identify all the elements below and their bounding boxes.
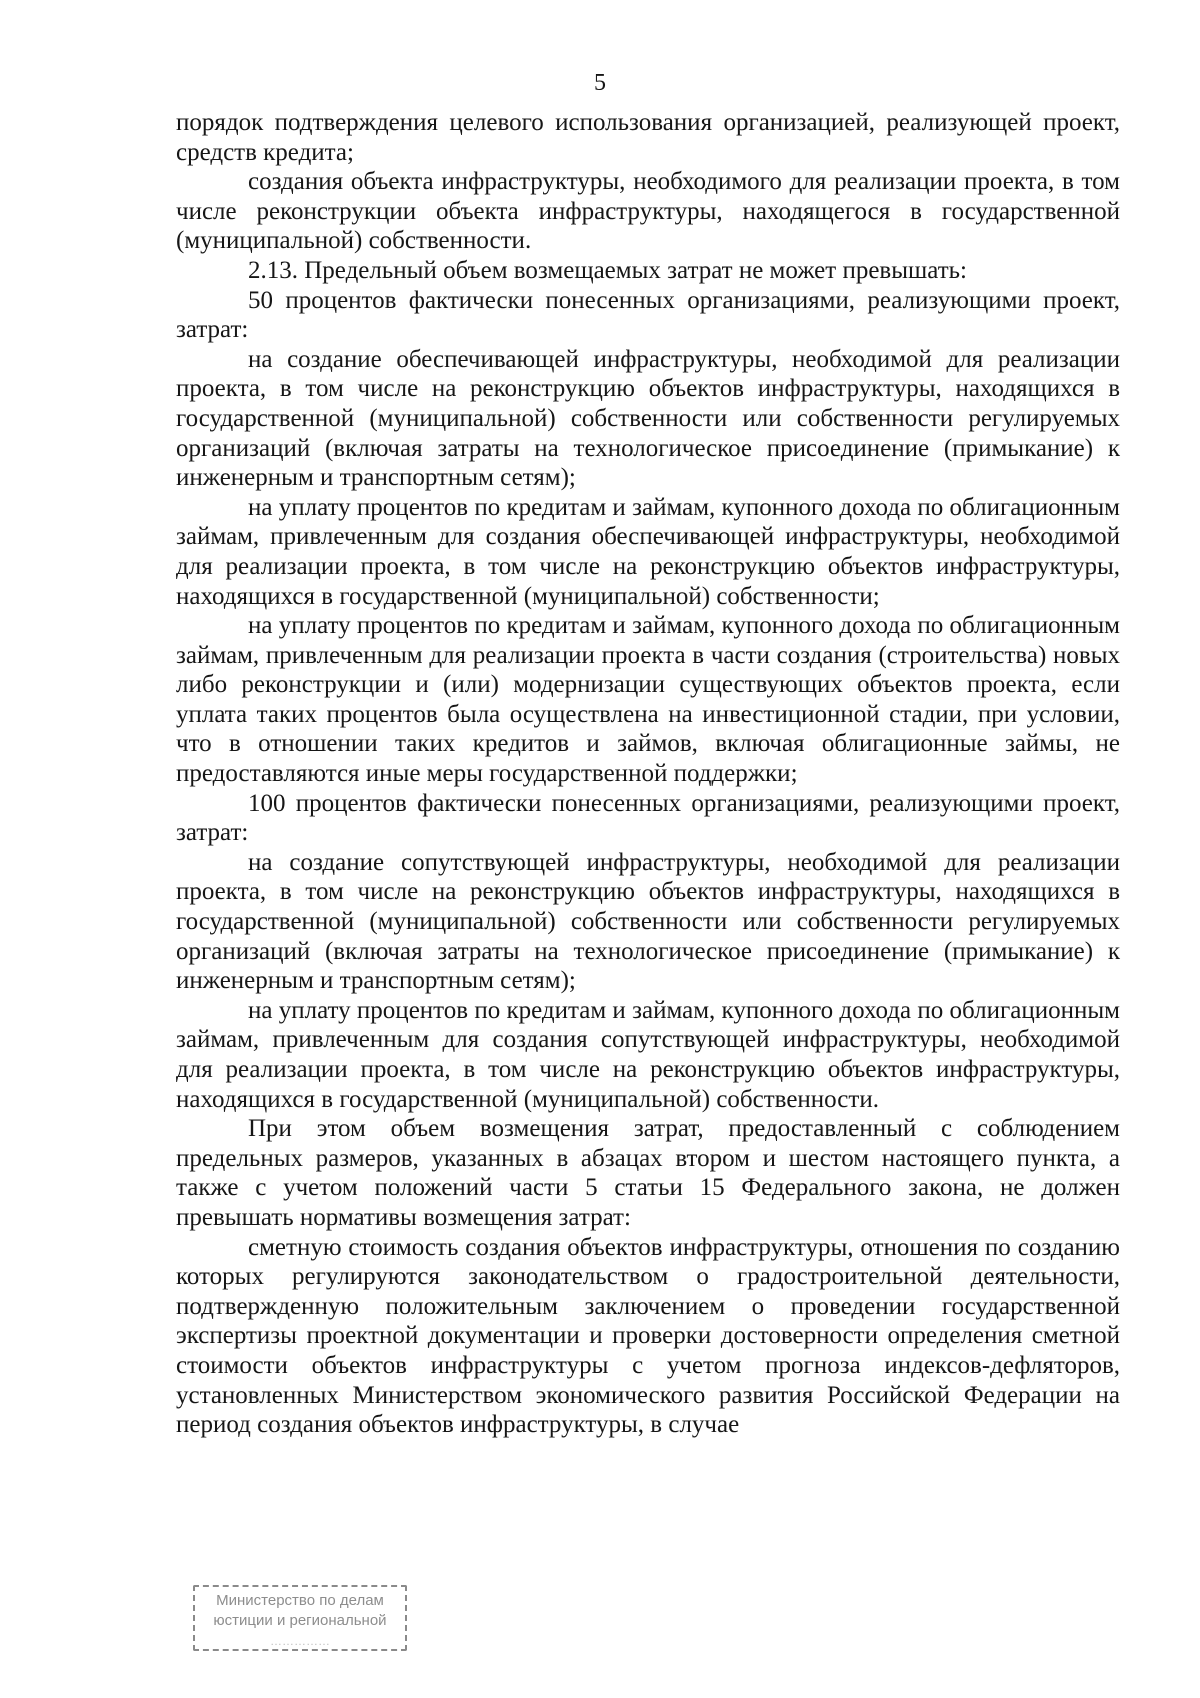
document-body	[176, 108, 1120, 1440]
paragraph: порядок подтверждения целевого использования организацией, реализующей проект, средств кредита;	[176, 109, 1120, 166]
paragraph: 50 процентов фактически понесенных организациями, реализующими проект, затрат:	[176, 286, 1120, 344]
stamp-line: юстиции и региональной	[213, 1612, 387, 1629]
ministry-stamp	[193, 1585, 407, 1651]
paragraph: на уплату процентов по кредитам и займам, купонного дохода по облигационным займам, привлеченным для создания сопутствующей инфраструктуры, необходимой для реализации проекта, в том числе на реконструкцию объектов инфраструктуры, находящихся в государственной (муниципальной) собственности.	[176, 996, 1120, 1113]
page-number: 5	[594, 70, 606, 96]
paragraph: на создание обеспечивающей инфраструктуры, необходимой для реализации проекта, в том числе на реконструкцию объектов инфраструктуры, находящихся в государственной (муниципальной) собственности или собственности регулируемых организаций (включая затраты на технологическое присоединение (примыкание) к инженерным и транспортным сетям);	[176, 345, 1120, 492]
paragraph: на создание сопутствующей инфраструктуры, необходимой для реализации проекта, в том числе на реконструкцию объектов инфраструктуры, находящихся в государственной (муниципальной) собственности или собственности регулируемых организаций (включая затраты на технологическое присоединение (примыкание) к инженерным и транспортным сетям);	[176, 848, 1120, 995]
paragraph: на уплату процентов по кредитам и займам, купонного дохода по облигационным займам, привлеченным для реализации проекта в части создания (строительства) новых либо реконструкции и (или) модернизации существующих объектов проекта, если уплата таких процентов была осуществлена на инвестиционной стадии, при условии, что в отношении таких кредитов и займов, включая облигационные займы, не предоставляются иные меры государственной поддержки;	[176, 612, 1120, 788]
paragraph: 2.13. Предельный объем возмещаемых затрат не может превышать:	[248, 256, 968, 284]
paragraph: При этом объем возмещения затрат, предоставленный с соблюдением предельных размеров, указанных в абзацах втором и шестом настоящего пункта, а также с учетом положений части 5 статьи 15 Федерального закона, не должен превышать нормативы возмещения затрат:	[176, 1115, 1120, 1231]
paragraph: создания объекта инфраструктуры, необходимого для реализации проекта, в том числе реконструкции объекта инфраструктуры, находящегося в государственной (муниципальной) собственности.	[176, 168, 1120, 255]
paragraph: на уплату процентов по кредитам и займам, купонного дохода по облигационным займам, привлеченным для создания обеспечивающей инфраструктуры, необходимой для реализации проекта, в том числе на реконструкцию объектов инфраструктуры, находящихся в государственной (муниципальной) собственности;	[176, 493, 1120, 610]
paragraph: 100 процентов фактически понесенных организациями, реализующими проект, затрат:	[176, 789, 1120, 847]
stamp-line: ……………	[270, 1634, 330, 1648]
stamp-line: Министерство по делам	[216, 1592, 384, 1609]
paragraph: сметную стоимость создания объектов инфраструктуры, отношения по созданию которых регулируются законодательством о градостроительной деятельности, подтвержденную положительным заключением о проведении государственной экспертизы проектной документации и проверки достоверности определения сметной стоимости объектов инфраструктуры с учетом прогноза индексов-дефляторов, установленных Министерством экономического развития Российской Федерации на период создания объектов инфраструктуры, в случае	[176, 1233, 1120, 1439]
